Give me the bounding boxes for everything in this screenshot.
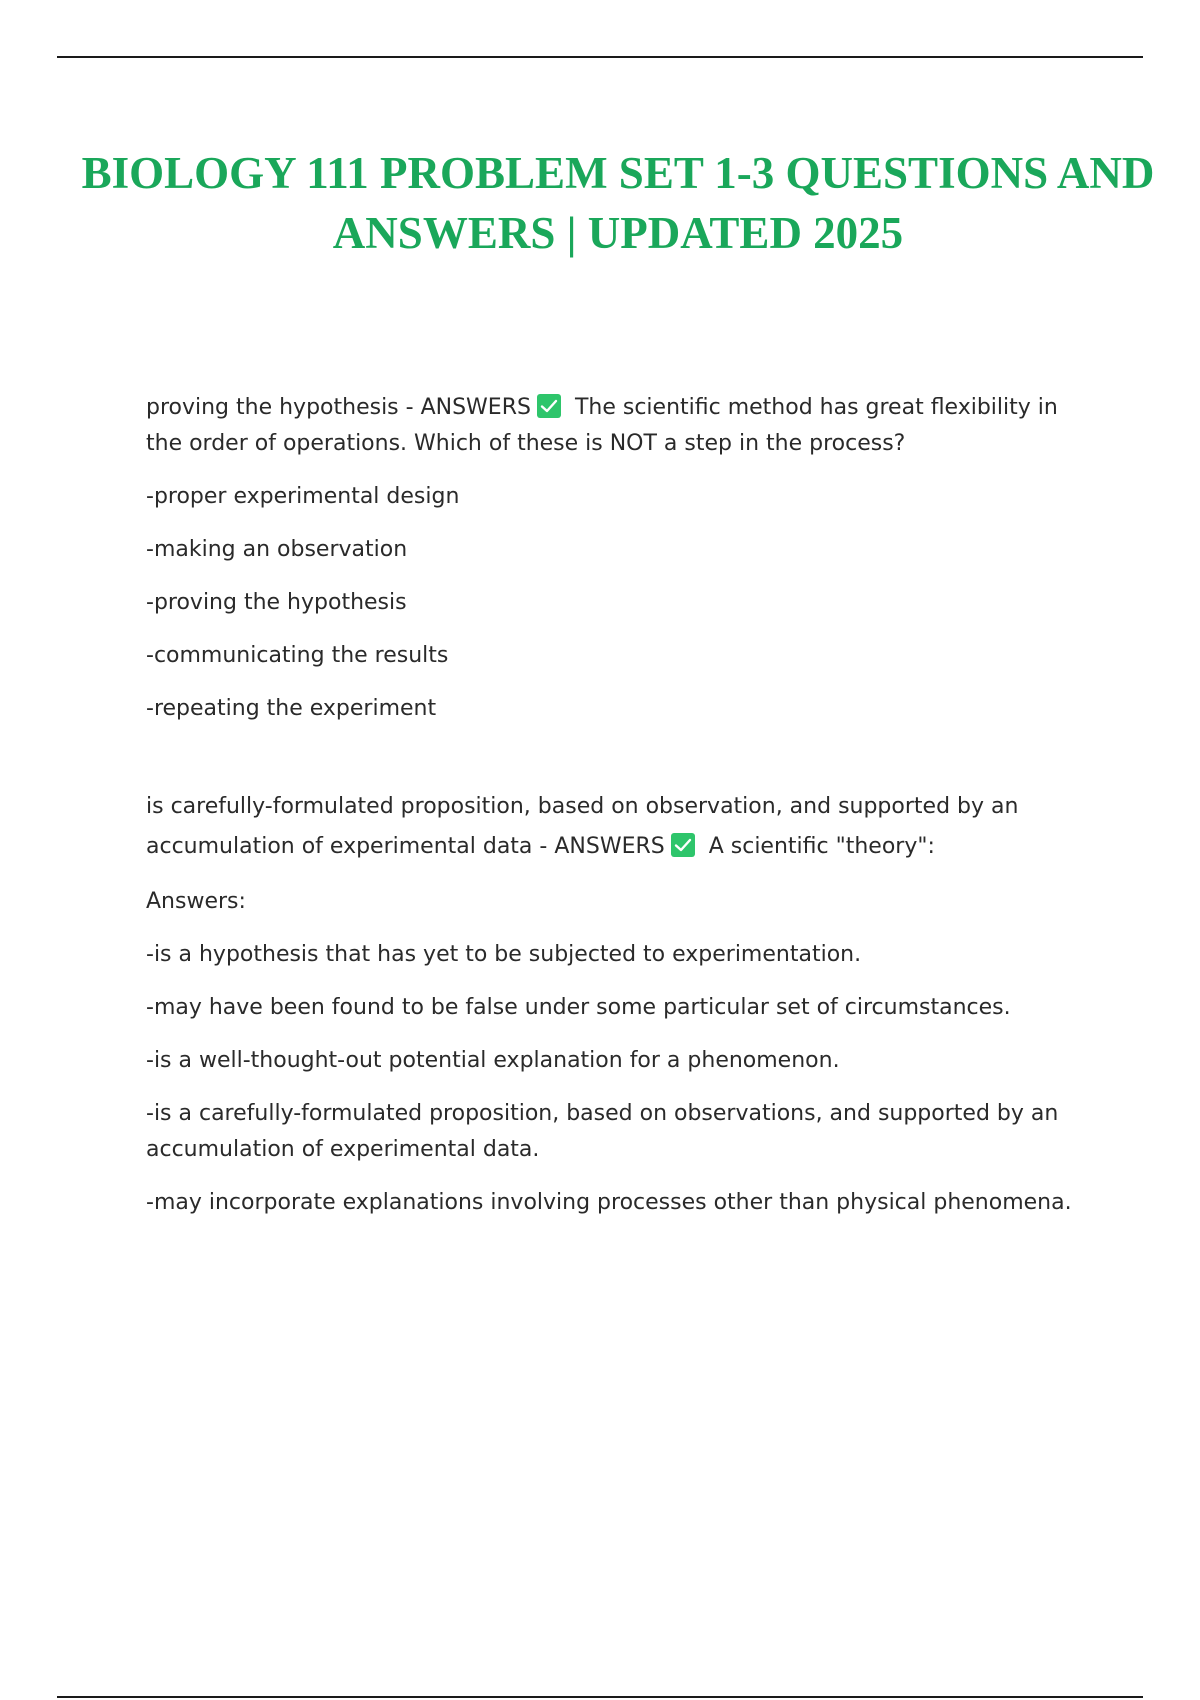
answers-label: Answers: — [146, 889, 246, 914]
document-body — [146, 390, 1076, 1221]
option-item: -proper experimental design — [146, 484, 460, 509]
option-item: -communicating the results — [146, 643, 449, 668]
check-box-icon — [671, 833, 695, 857]
qa-block-2-lead — [146, 787, 1076, 867]
top-rule — [57, 56, 1143, 58]
question-text: A scientific "theory": — [708, 834, 935, 859]
qa-block-1-lead — [146, 390, 1076, 462]
option-item: -making an observation — [146, 537, 408, 562]
page-title: BIOLOGY 111 PROBLEM SET 1-3 QUESTIONS AND ANSWERS | UPDATED 2025 — [81, 148, 1155, 258]
answer-text: is carefully-formulated proposition, based on observation, and supported by an accumulation of experimental data - ANSWERS — [146, 794, 1019, 859]
option-item: -repeating the experiment — [146, 696, 437, 721]
option-item: -is a hypothesis that has yet to be subjected to experimentation. — [146, 942, 862, 967]
bottom-rule — [57, 1696, 1143, 1698]
option-item: -is a carefully-formulated proposition, based on observations, and supported by an accumulation of experimental data. — [146, 1101, 1059, 1162]
option-item: -may incorporate explanations involving processes other than physical phenomena. — [146, 1190, 1072, 1215]
option-item: -is a well-thought-out potential explanation for a phenomenon. — [146, 1048, 840, 1073]
option-item: -may have been found to be false under some particular set of circumstances. — [146, 995, 1011, 1020]
option-item: -proving the hypothesis — [146, 590, 407, 615]
answer-text: proving the hypothesis - ANSWERS — [146, 395, 531, 420]
question-text: The scientific method has great flexibility in the order of operations. Which of these is NOT a step in the process? — [146, 395, 1058, 456]
check-box-icon — [537, 394, 561, 418]
